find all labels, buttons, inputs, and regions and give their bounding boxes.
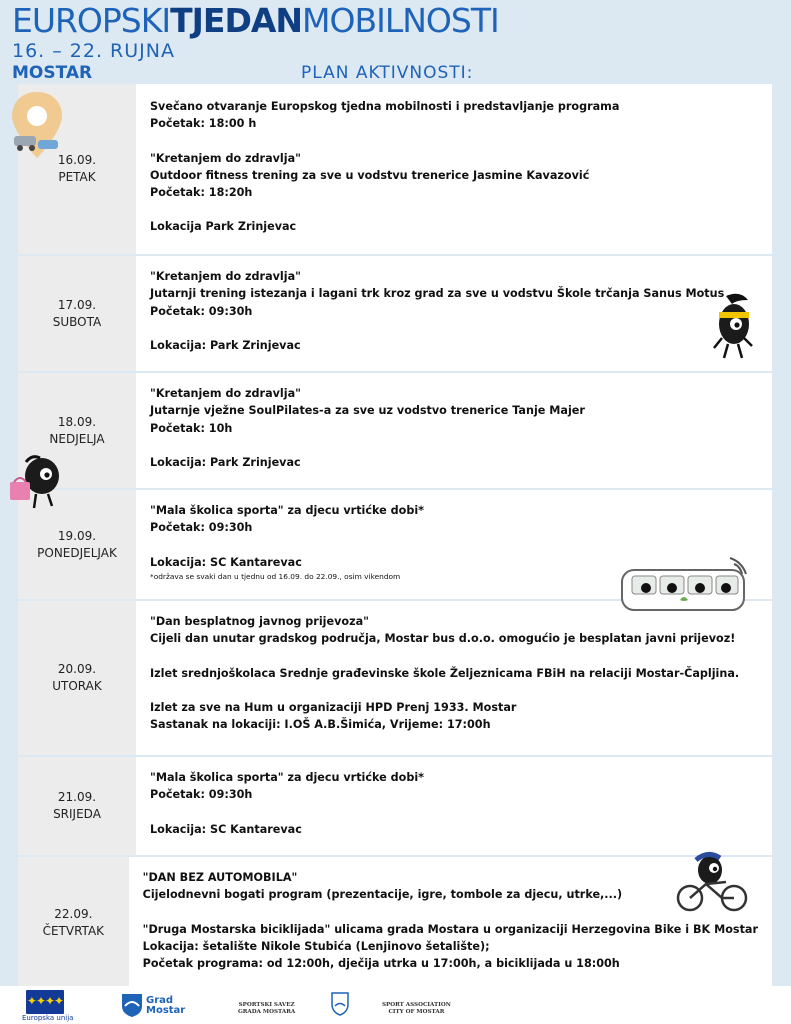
sportski-savez-label: SPORTSKI SAVEZ GRADA MOSTARA bbox=[238, 1002, 296, 1015]
activity-line: Početak: 09:30h bbox=[150, 788, 253, 802]
grad-mostar-label: Grad Mostar bbox=[146, 995, 186, 1016]
day-date: 16.09. bbox=[57, 153, 97, 167]
eu-flag-icon: ✦✦✦✦ bbox=[26, 990, 64, 1014]
schedule-row bbox=[18, 757, 772, 857]
activity-line: Početak programa: od 12:00h, dječija utrka u 17:00h, a biciklijada u 18:00h bbox=[142, 957, 620, 971]
shopping-mascot-icon bbox=[6, 452, 68, 512]
activity-details bbox=[136, 757, 772, 855]
activity-line: Početak: 09:30h bbox=[150, 521, 253, 535]
day-cell bbox=[18, 757, 136, 855]
activity-line: Cijeli dan unutar gradskog područja, Mostar bus d.o.o. omogućio je besplatan javni prijevoz! bbox=[150, 632, 736, 646]
day-weekday: UTORAK bbox=[52, 679, 102, 693]
day-date: 21.09. bbox=[57, 790, 97, 804]
activity-line: Lokacija: SC Kantarevac bbox=[150, 822, 302, 836]
activity-line: Sastanak na lokaciji: I.OŠ A.B.Šimića, Vrijeme: 17:00h bbox=[150, 718, 491, 732]
day-date: 19.09. bbox=[57, 528, 97, 543]
activity-line: "Mala školica sporta" za djecu vrtićke dobi* bbox=[150, 504, 425, 517]
day-date: 22.09. bbox=[54, 906, 93, 921]
sport-association-label: SPORT ASSOCIATION CITY OF MOSTAR bbox=[382, 1002, 451, 1015]
activity-line: Izlet srednjoškolaca Srednje građevinske škole Željeznicama FBiH na relaciji Mostar-Čapljina. bbox=[150, 666, 740, 680]
day-cell bbox=[18, 857, 129, 988]
sponsor-footer bbox=[0, 986, 791, 1024]
day-weekday: PETAK bbox=[58, 170, 96, 184]
day-cell bbox=[18, 601, 136, 755]
event-dates: 16. – 22. RUJNA bbox=[12, 40, 175, 62]
day-weekday: ČETVRTAK bbox=[42, 923, 105, 938]
activity-line: Početak: 09:30h bbox=[150, 304, 253, 318]
schedule-row bbox=[18, 373, 772, 490]
activity-line: "Kretanjem do zdravlja" bbox=[150, 270, 301, 283]
event-title: EUROPSKITJEDANMOBILNOSTI bbox=[12, 1, 499, 40]
activity-line: Lokacija: Park Zrinjevac bbox=[150, 338, 301, 352]
day-date: 18.09. bbox=[57, 414, 97, 429]
day-cell bbox=[18, 256, 136, 371]
activity-line: Jutarnje vježne SoulPilates-a za sve uz vodstvo trenerice Tanje Majer bbox=[150, 404, 585, 418]
location-pin-illustration bbox=[4, 88, 70, 164]
activity-line: Lokacija Park Zrinjevac bbox=[150, 220, 297, 234]
activity-line: Početak: 10h bbox=[150, 421, 233, 435]
activity-line: Cijelodnevni bogati program (prezentacije, igre, tombole za djecu, utrke,...) bbox=[142, 888, 623, 902]
day-weekday: SUBOTA bbox=[52, 314, 102, 329]
day-weekday: PONEDJELJAK bbox=[37, 545, 117, 560]
day-date: 17.09. bbox=[57, 297, 97, 312]
activity-details bbox=[136, 84, 772, 254]
shield-icon bbox=[331, 992, 349, 1016]
schedule-row bbox=[18, 256, 772, 373]
activity-line: Svečano otvaranje Europskog tjedna mobilnosti i predstavljanje programa bbox=[150, 100, 620, 113]
day-date: 20.09. bbox=[57, 662, 97, 676]
schedule-table bbox=[18, 84, 772, 990]
activity-details bbox=[136, 256, 772, 371]
activity-line: "Druga Mostarska biciklijada" ulicama grada Mostara u organizaciji Herzegovina Bike i BK Mostar bbox=[142, 922, 758, 936]
activity-line: Početak: 18:20h bbox=[150, 186, 253, 200]
day-weekday: NEDJELJA bbox=[49, 431, 105, 446]
activity-line: "Dan besplatnog javnog prijevoza" bbox=[150, 615, 369, 628]
schedule-row bbox=[18, 84, 772, 256]
activity-line: "Kretanjem do zdravlja" bbox=[150, 387, 301, 400]
activity-details bbox=[136, 601, 772, 755]
activity-line: Jutarnji trening istezanja i lagani trk kroz grad za sve u vodstvu Škole trčanja Sanus Motus bbox=[150, 287, 725, 301]
activity-details bbox=[136, 373, 772, 488]
grad-mostar-logo bbox=[120, 992, 144, 1018]
activity-line: Početak: 18:00 h bbox=[150, 117, 257, 131]
plan-heading: PLAN AKTIVNOSTI: bbox=[301, 63, 474, 83]
activity-line: Lokacija: Park Zrinjevac bbox=[150, 455, 301, 469]
activity-line: Lokacija: SC Kantarevac bbox=[150, 555, 302, 569]
activity-line: "Mala školica sporta" za djecu vrtićke dobi* bbox=[150, 771, 425, 784]
activity-footnote: *održava se svaki dan u tjednu od 16.09. do 22.09., osim vikendom bbox=[150, 571, 401, 581]
activity-line: Lokacija: šetalište Nikole Stubića (Lenjinovo šetalište); bbox=[142, 939, 490, 953]
activity-line: Izlet za sve na Hum u organizaciji HPD Prenj 1933. Mostar bbox=[150, 700, 517, 714]
event-city: MOSTAR bbox=[12, 63, 93, 83]
activity-line: Outdoor fitness trening za sve u vodstvu trenerice Jasmine Kavazović bbox=[150, 168, 590, 182]
schedule-row bbox=[18, 857, 772, 990]
eu-label: Europska unija bbox=[22, 1014, 74, 1022]
bus-illustration bbox=[618, 552, 758, 616]
runner-mascot-icon bbox=[706, 290, 758, 362]
day-weekday: SRIJEDA bbox=[53, 807, 101, 821]
activity-line: "DAN BEZ AUTOMOBILA" bbox=[142, 871, 298, 884]
schedule-row bbox=[18, 601, 772, 757]
cyclist-mascot-icon bbox=[674, 850, 752, 914]
header bbox=[12, 2, 499, 40]
activity-line: "Kretanjem do zdravlja" bbox=[150, 151, 301, 165]
